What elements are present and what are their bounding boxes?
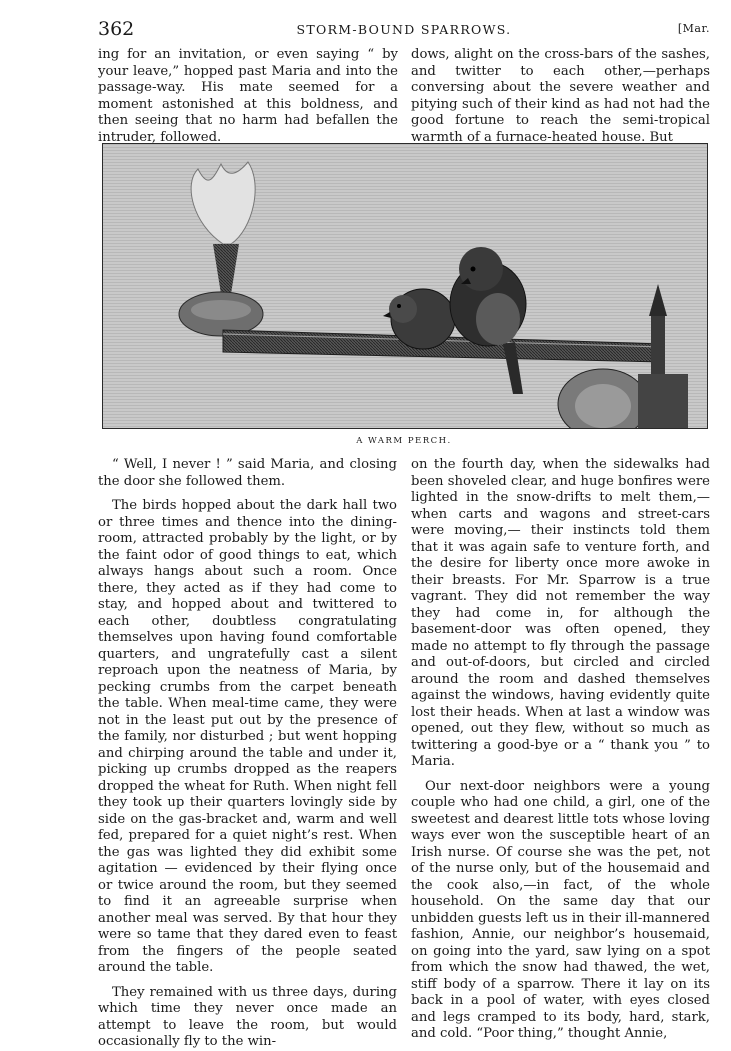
paragraph: “ Well, I never ! ” said Maria, and closing the door she followed them. <box>98 457 397 489</box>
bottom-right-column <box>411 457 710 1043</box>
paragraph: The birds hopped about the dark hall two or three times and thence into the dining-room, attracted probably by the light, or by the faint odor of good things to eat, which always hangs about such a room. Once there, they acted as if they had come to stay, and hopped about and twittered to each other, doubtless congratulating themselves upon having found comfortable quarters, and ungratefully cast a silent reproach upon the neatness of Maria, by pecking crumbs from the carpet beneath the table. When meal-time came, they were not in the least put out by the presence of the family, nor disturbed ; but went hopping and chirping around the table and under it, picking up crumbs dropped as the reapers dropped the wheat for Ruth. When night fell they took up their quarters lovingly side by side on the gas-bracket and, warm and well fed, prepared for a quiet night’s rest. When the gas was lighted they did exhibit some agitation — evidenced by their flying once or twice around the room, but they seemed to find it an agreeable surprise when another meal was served. By that hour they were so tame that they dared even to feast from the fingers of the people seated around the table. <box>98 498 397 975</box>
engraving-illustration <box>102 143 708 429</box>
paragraph: ing for an invitation, or even saying “ by your leave,” hopped past Maria and into the passage-way. His mate seemed for a moment astonished at this boldness, and then seeing that no harm had befallen the intruder, followed. <box>98 47 398 145</box>
running-header <box>98 18 710 40</box>
running-title: STORM-BOUND SPARROWS. <box>296 22 512 37</box>
paragraph: on the fourth day, when the sidewalks had been shoveled clear, and huge bonfires were lighted in the snow-drifts to melt them,—when carts and wagons and street-cars were moving,— their instincts told them that it was again safe to venture forth, and the desire for liberty once more awoke in their breasts. For Mr. Sparrow is a true vagrant. They did not remember the way they had come in, for although the basement-door was often opened, they made no attempt to fly through the passage and out-of-doors, but circled and circled around the room and dashed themselves against the windows, having evidently quite lost their heads. When at last a window was opened, out they flew, without so much as twittering a good-bye or a “ thank you ” to Maria. <box>411 457 710 769</box>
paragraph: dows, alight on the cross-bars of the sashes, and twitter to each other,—perhaps conversing about the severe weather and pitying such of their kind as had not had the good fortune to reach the semi-tropical warmth of a furnace-heated house. But <box>411 47 710 145</box>
top-left-column <box>98 47 398 146</box>
paragraph: Our next-door neighbors were a young couple who had one child, a girl, one of the sweetest and dearest little tots whose loving ways ever won the susceptible heart of an Irish nurse. Of course she was the pet, not of the nurse only, but of the housemaid and the cook also,—in fact, of the whole household. On the same day that our unbidden guests left us in their ill-mannered fashion, Annie, our neighbor’s housemaid, on going into the yard, saw lying on a spot from which the snow had thawed, the wet, stiff body of a sparrow. There it lay on its back in a pool of water, with eyes closed and legs cramped to its body, hard, stark, and cold. “Poor thing,” thought Annie, <box>411 778 710 1041</box>
paragraph: They remained with us three days, during which time they never once made an attempt to leave the room, but would occasionally fly to the win- <box>98 984 397 1049</box>
top-right-column <box>411 47 710 146</box>
page-number: 362 <box>98 18 135 40</box>
issue-month: [Mar. <box>677 22 710 35</box>
figure-caption: A WARM PERCH. <box>356 436 452 446</box>
bottom-left-column <box>98 457 397 1051</box>
